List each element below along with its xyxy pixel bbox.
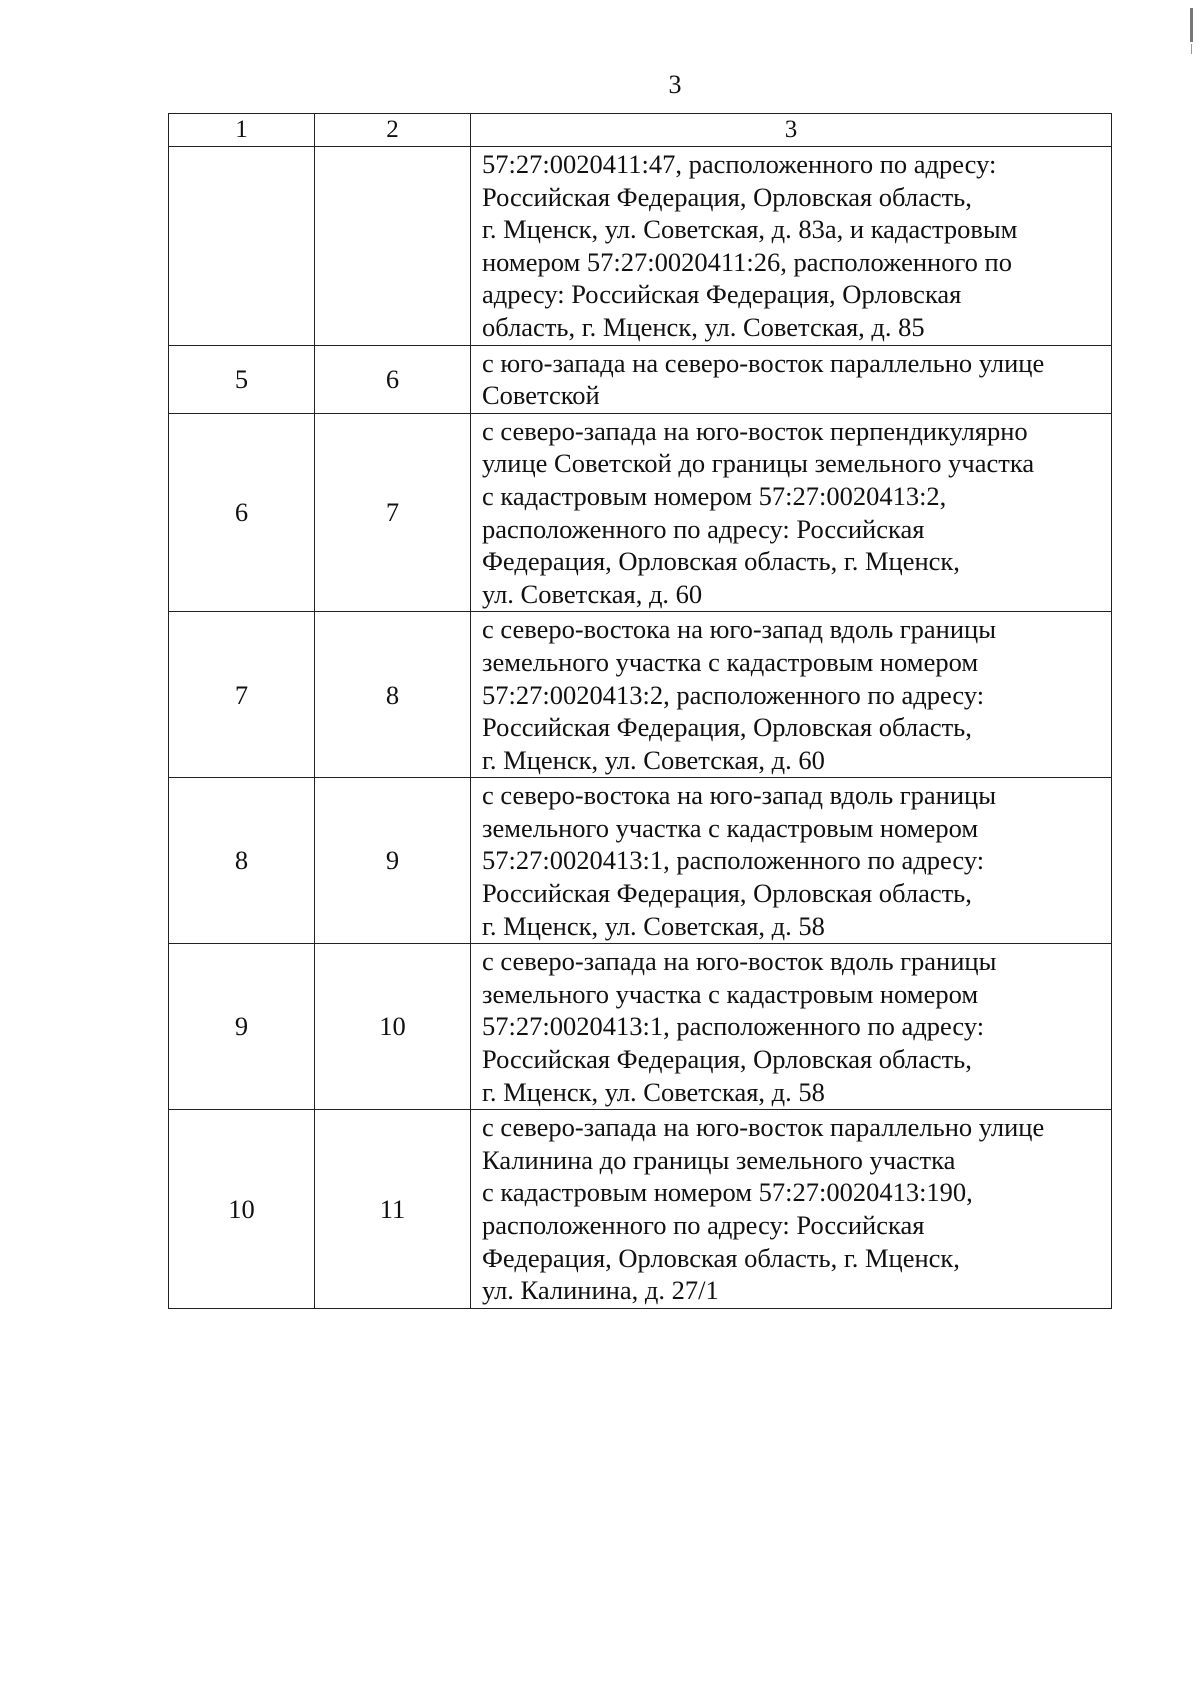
boundary-description-cell	[471, 778, 1112, 944]
table-row	[169, 612, 1112, 778]
description-line: г. Мценск, ул. Советская, д. 58	[482, 1076, 825, 1107]
description-line: ул. Советская, д. 60	[482, 578, 703, 609]
description-line: номером 57:27:0020411:26, расположенного по	[482, 246, 1012, 277]
boundary-description-table	[168, 113, 1112, 1309]
description-line: 57:27:0020413:1, расположенного по адресу:	[482, 845, 985, 876]
boundary-description-cell	[471, 147, 1112, 346]
description-line: земельного участка с кадастровым номером	[482, 646, 979, 677]
page-number: 3	[668, 70, 682, 99]
header-cell: 3	[471, 114, 1112, 147]
description-line: Федерация, Орловская область, г. Мценск,	[482, 1242, 960, 1273]
description-line: 57:27:0020413:1, расположенного по адресу:	[482, 1011, 985, 1042]
point-from-cell: 9	[169, 944, 315, 1110]
description-line: адресу: Российская Федерация, Орловская	[482, 279, 962, 310]
description-line: Советской	[482, 380, 600, 411]
table-row	[169, 413, 1112, 612]
point-to-cell: 7	[315, 413, 471, 612]
point-to-cell: 9	[315, 778, 471, 944]
scan-mark	[1191, 44, 1192, 54]
point-from-cell: 8	[169, 778, 315, 944]
table-header-row	[169, 114, 1112, 147]
description-line: с кадастровым номером 57:27:0020413:190,	[482, 1177, 973, 1208]
point-to-cell	[315, 147, 471, 346]
table-row	[169, 778, 1112, 944]
table-row	[169, 345, 1112, 413]
point-to-cell: 11	[315, 1110, 471, 1309]
description-line: с северо-запада на юго-восток перпендикулярно	[482, 415, 1028, 446]
point-to-cell: 8	[315, 612, 471, 778]
description-line: Российская Федерация, Орловская область,	[482, 878, 972, 909]
table-body	[169, 147, 1112, 1309]
boundary-description-cell	[471, 345, 1112, 413]
point-from-cell	[169, 147, 315, 346]
point-from-cell: 10	[169, 1110, 315, 1309]
description-line: г. Мценск, ул. Советская, д. 60	[482, 744, 825, 775]
point-to-cell: 6	[315, 345, 471, 413]
description-line: область, г. Мценск, ул. Советская, д. 85	[482, 311, 925, 342]
scan-mark	[1190, 8, 1193, 42]
table-row	[169, 147, 1112, 346]
description-line: с северо-запада на юго-восток параллельно улице	[482, 1112, 1045, 1143]
description-line: 57:27:0020413:2, расположенного по адресу:	[482, 679, 985, 710]
description-line: земельного участка с кадастровым номером	[482, 812, 979, 843]
description-line: Федерация, Орловская область, г. Мценск,	[482, 546, 960, 577]
description-line: г. Мценск, ул. Советская, д. 83а, и кадастровым	[482, 214, 1018, 245]
description-line: ул. Калинина, д. 27/1	[482, 1275, 719, 1306]
description-line: Российская Федерация, Орловская область,	[482, 181, 972, 212]
boundary-description-cell	[471, 1110, 1112, 1309]
description-line: улице Советской до границы земельного участка	[482, 448, 1035, 479]
description-line: Калинина до границы земельного участка	[482, 1144, 956, 1175]
description-line: Российская Федерация, Орловская область,	[482, 712, 972, 743]
boundary-description-cell	[471, 612, 1112, 778]
header-cell: 2	[315, 114, 471, 147]
description-line: с кадастровым номером 57:27:0020413:2,	[482, 480, 947, 511]
description-line: г. Мценск, ул. Советская, д. 58	[482, 910, 825, 941]
description-line: с северо-востока на юго-запад вдоль границы	[482, 780, 997, 811]
point-from-cell: 6	[169, 413, 315, 612]
point-to-cell: 10	[315, 944, 471, 1110]
description-line: с северо-востока на юго-запад вдоль границы	[482, 614, 997, 645]
description-line: 57:27:0020411:47, расположенного по адресу:	[482, 149, 997, 179]
table-row	[169, 1110, 1112, 1309]
description-line: с северо-запада на юго-восток вдоль границы	[482, 946, 997, 977]
boundary-description-cell	[471, 413, 1112, 612]
description-line: расположенного по адресу: Российская	[482, 513, 925, 544]
point-from-cell: 5	[169, 345, 315, 413]
description-line: расположенного по адресу: Российская	[482, 1210, 925, 1240]
description-line: земельного участка с кадастровым номером	[482, 978, 979, 1009]
boundary-description-cell	[471, 944, 1112, 1110]
header-cell: 1	[169, 114, 315, 147]
table-row	[169, 944, 1112, 1110]
description-line: Российская Федерация, Орловская область,	[482, 1044, 972, 1075]
point-from-cell: 7	[169, 612, 315, 778]
description-line: с юго-запада на северо-восток параллельно улице	[482, 347, 1045, 378]
